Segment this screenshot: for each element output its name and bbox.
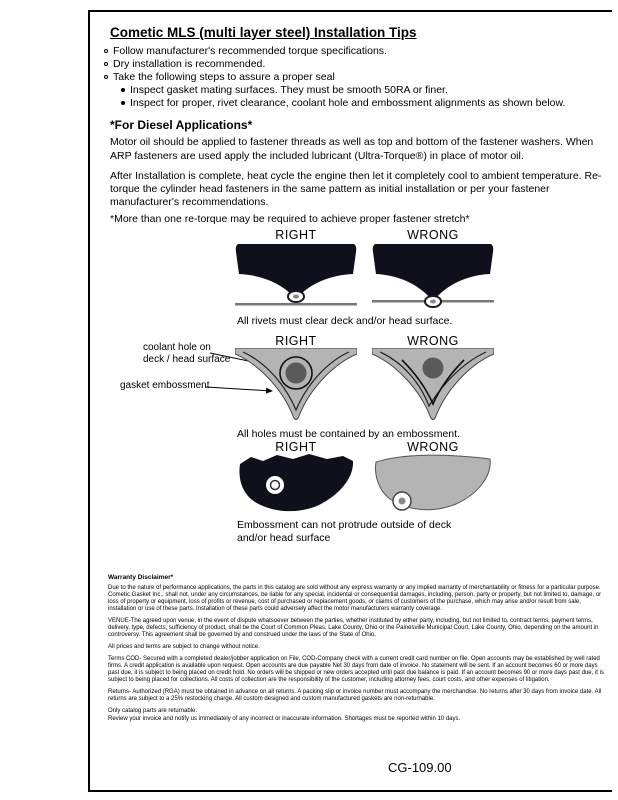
column-header-wrong: WRONG [407,440,459,454]
page-border-bottom [88,790,612,792]
disclaimer-paragraph: All prices and terms are subject to change without notice. [108,644,260,650]
tip-text: Take the following steps to assure a proper seal [113,71,335,83]
open-bullet-icon [104,62,108,66]
embossment-protrusion-right-diagram [235,452,357,516]
tip-text: Follow manufacturer's recommended torque specifications. [113,45,387,57]
tip-item [104,45,604,58]
column-header-right: RIGHT [275,334,317,348]
coolant-hole-label: coolant hole on deck / head surface [143,342,231,365]
open-bullet-icon [104,75,108,79]
tip-text: Dry installation is recommended. [113,58,266,70]
tip-text: Inspect gasket mating surfaces. They must be smooth 50RA or finer. [130,84,448,96]
disclaimer-paragraph: Terms COD- Secured with a completed dealer/jobber application on File, COD-Company check with a current credit card number on file. Open accounts may be established by well rated firms. A credit application is available upon request. Open accounts are due payable Net 30 days from date of invoice. No statement will be sent. If an account becomes 60 or more days past due, it is subject to being placed on credit hold. No orders will be shipped or new orders accepted until past due balance is paid. If an account becomes 90 or more days past due, it is subject to being placed for collections. All costs of collection are the responsibility of the customer, including attorney fees, court costs, and other expenses of litigation. [108,656,604,683]
disclaimer-paragraph: Only catalog parts are returnable. [108,708,198,714]
column-header-wrong: WRONG [407,334,459,348]
tip-item [104,58,604,71]
diesel-paragraph-2: After Installation is complete, heat cycle the engine then let it completely cool to ambient temperature. Re-torque the cylinder head fasteners in the same pattern as initial installation or per your fastener manufacturer's recommendations. [110,170,602,208]
page-border-left [88,10,90,792]
page-code: CG-109.00 [388,760,452,775]
page-border-top [88,10,612,12]
retorque-note: *More than one re-torque may be required to achieve proper fastener stretch* [110,213,470,225]
tip-sub-item [121,97,604,110]
hole-embossment-wrong-diagram [372,348,494,426]
open-bullet-icon [104,49,108,53]
filled-bullet-icon [121,88,125,92]
disclaimer-paragraph: Returns- Authorized (RGA) must be obtained in advance on all returns. A packing slip or invoice number must accompany the merchandise. No returns after 30 days from invoice date. All returns are subject to a 25% restocking charge. All custom designed and custom manufactured gaskets are non-returnable. [108,689,602,702]
holes-caption: All holes must be contained by an embossment. [237,428,460,440]
tip-item [104,71,604,84]
diesel-applications-heading: *For Diesel Applications* [110,118,253,132]
embossment-caption: Embossment can not protrude outside of deck and/or head surface [237,519,452,544]
installation-tips-list [104,45,604,110]
column-header-right: RIGHT [275,440,317,454]
rivet-clearance-right-diagram [235,244,357,312]
column-header-wrong: WRONG [407,228,459,242]
tip-text: Inspect for proper, rivet clearance, coolant hole and embossment alignments as shown below. [130,97,566,109]
disclaimer-paragraph: VENUE-The agreed upon venue, in the event of dispute whatsoever between the parties, whether instituted by either party, including, but not limited to, contract terms, payment terms, delivery, type, defects, sufficiency of product, shall be the Court of Common Pleas, Lake County, Ohio or the Painesville Municipal Court, Lake County, Ohio, depending on the amount in controversy. This agreement shall be governed by and construed under the laws of the State of Ohio. [108,618,599,638]
tip-sub-item [121,84,604,97]
rivets-caption: All rivets must clear deck and/or head surface. [237,315,453,327]
warranty-disclaimer-heading: Warranty Disclaimer* [108,574,174,581]
warranty-disclaimer [108,574,610,728]
disclaimer-paragraph: Review your invoice and notify us immediately of any incorrect or inaccurate information. Shortages must be reported within 10 days. [108,716,461,722]
filled-bullet-icon [121,101,125,105]
diesel-paragraph-1: Motor oil should be applied to fastener threads as well as top and bottom of the fastener washers. When ARP fasteners are used apply the included lubricant (Ultra-Torque®) in place of motor oil. [110,136,594,162]
embossment-protrusion-wrong-diagram [372,452,494,516]
disclaimer-paragraph: Due to the nature of performance applications, the parts in this catalog are sold without any express warranty or any implied warranty of merchantability or fitness for a particular purpose. Cometic Gasket Inc., shall not, under any circumstances, be liable for any special, incidental or consequential damages, including, person, party or property, but not limited to, damage, or loss of property or equipment, loss of profits or revenue, cost of purchased or replacement goods, or claims of customers of the purchase, which may arise and/or result from sale, installation or use of these parts. Installation of these parts could adversely affect the motor manufacturers warranty coverage. [108,585,602,612]
rivet-clearance-wrong-diagram [372,244,494,312]
hole-embossment-right-diagram [235,348,357,426]
gasket-embossment-label: gasket embossment [120,380,210,391]
page-title: Cometic MLS (multi layer steel) Installation Tips [110,25,417,40]
column-header-right: RIGHT [275,228,317,242]
